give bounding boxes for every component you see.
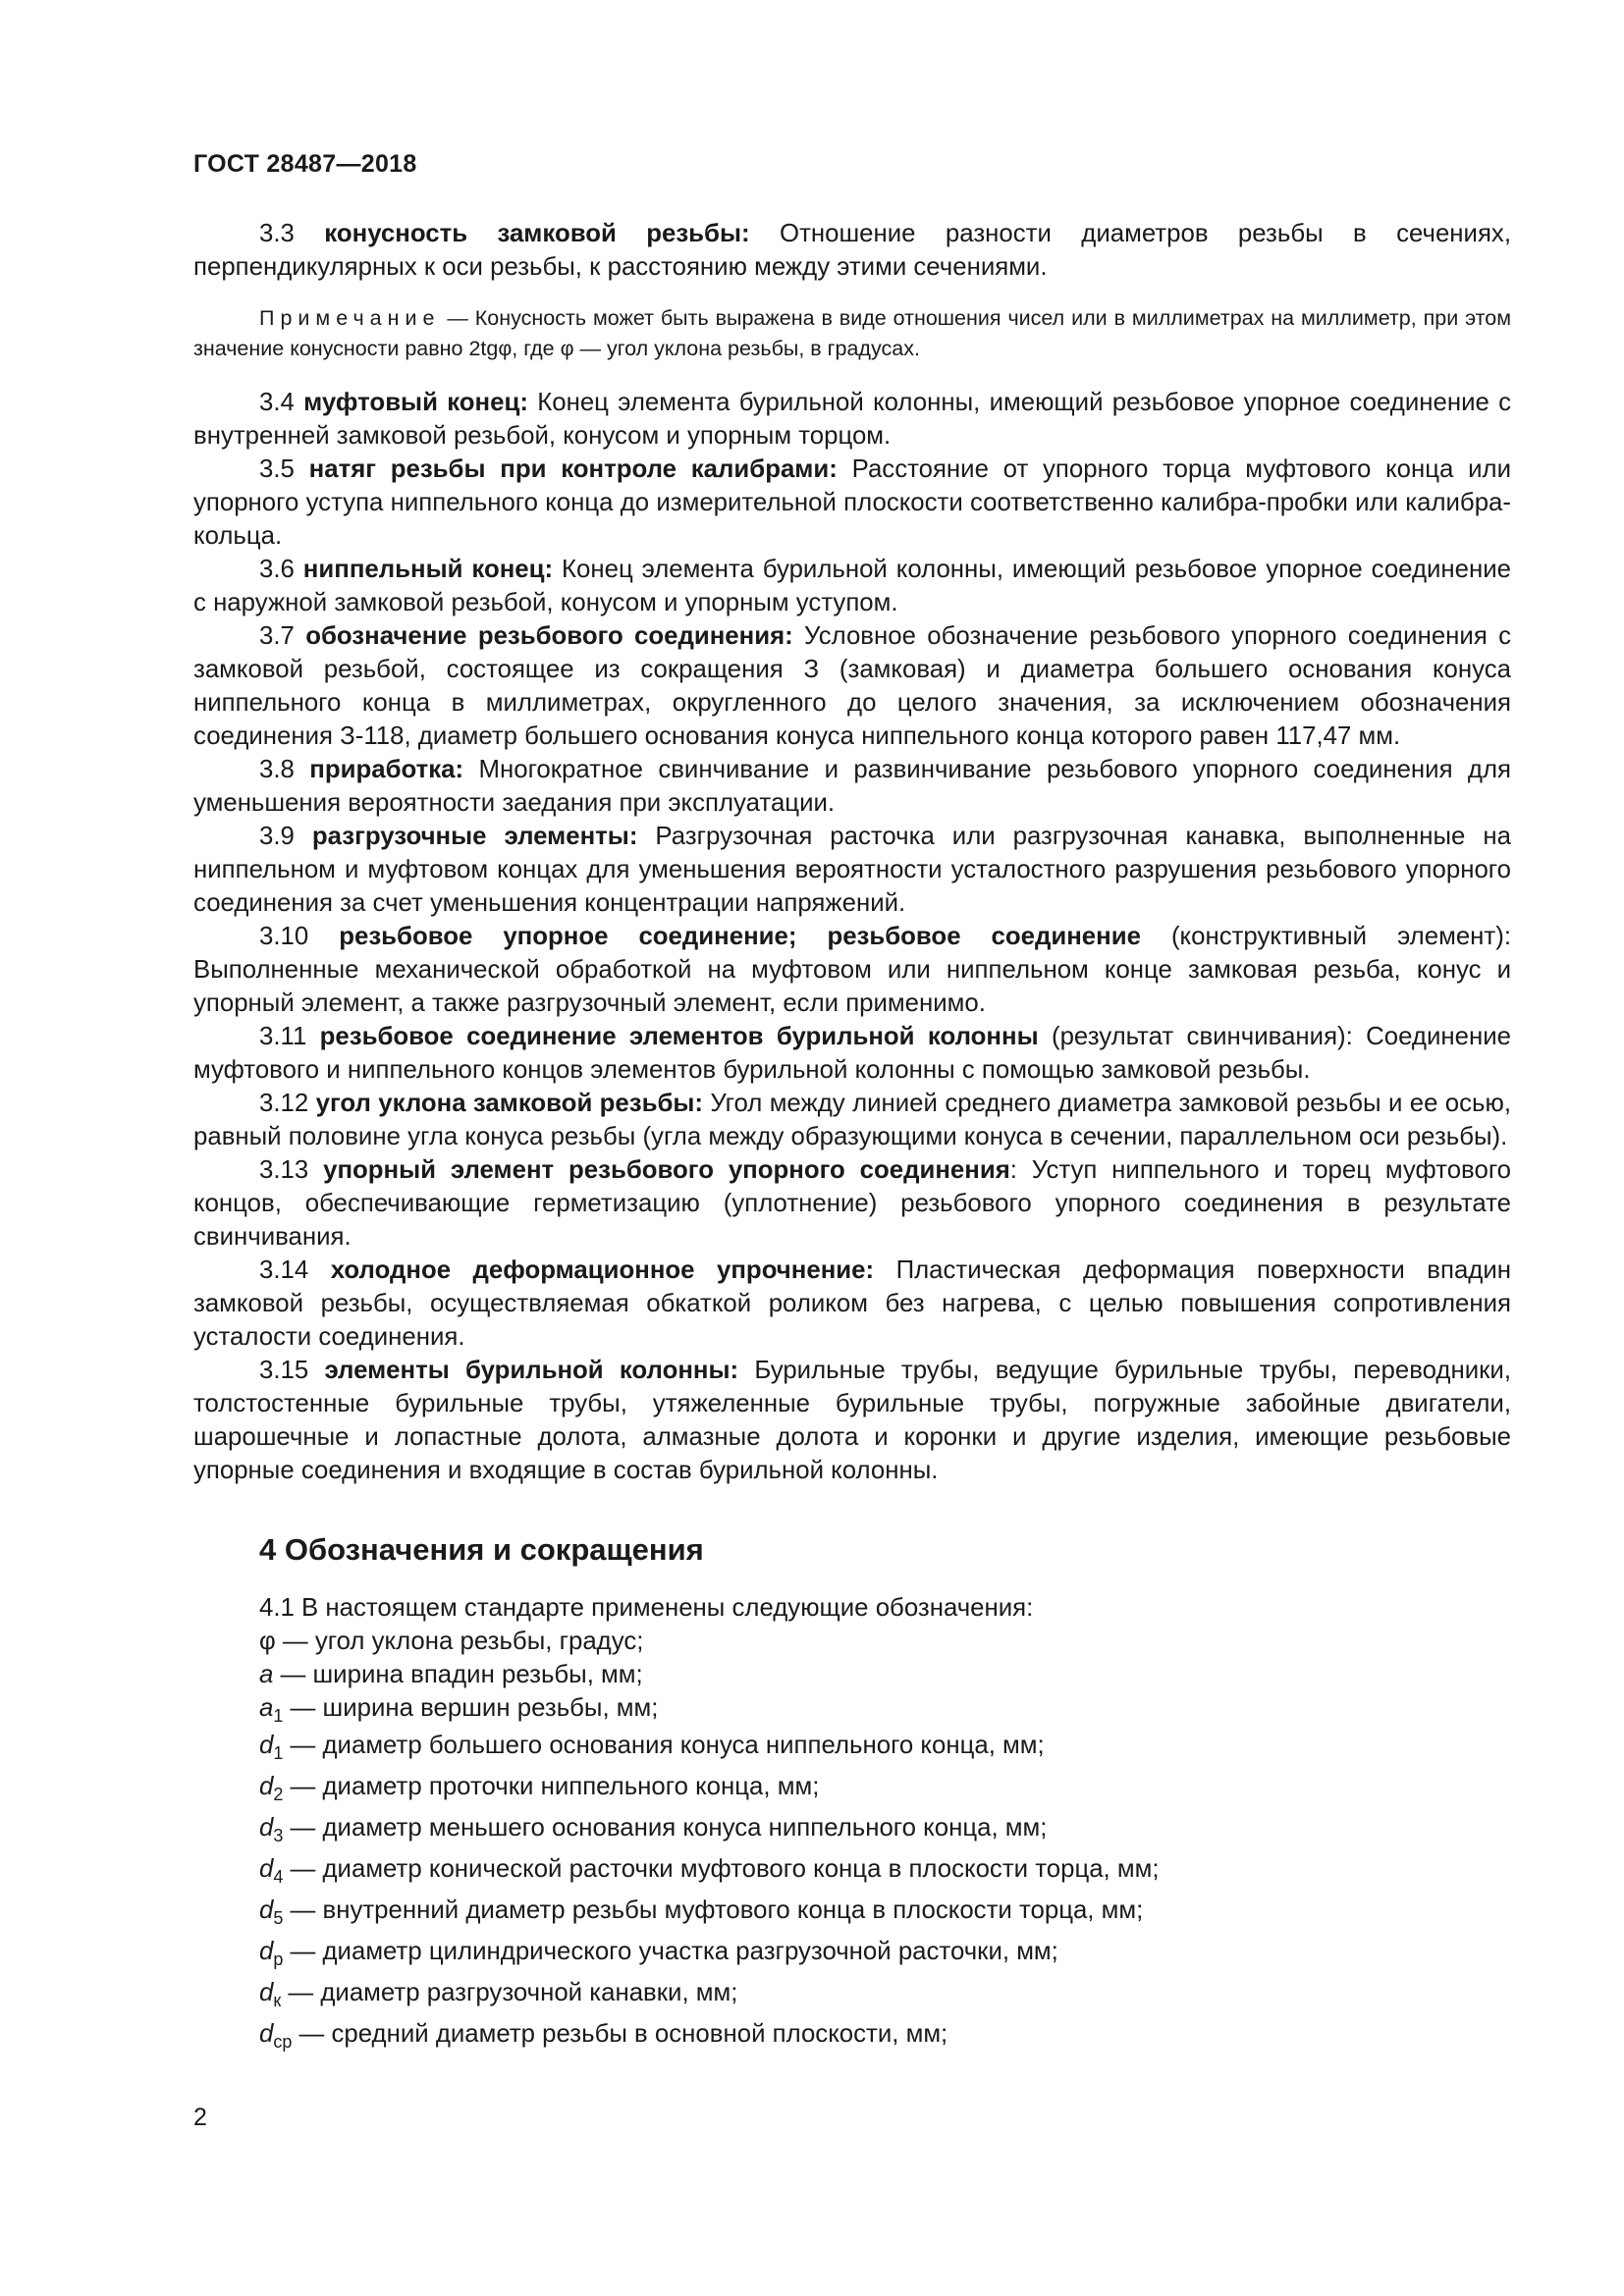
symbol-definition: — диаметр разгрузочной канавки, мм; [281,1979,738,2006]
term-number: 3.14 [259,1256,309,1284]
symbol: d [259,2020,274,2048]
document-header: ГОСТ 28487—2018 [193,150,417,178]
symbol-d1 [259,1725,1511,1766]
term-3-13 [193,1153,1511,1254]
symbol-subscript: 4 [273,1867,284,1887]
term-definition: Конец элемента бурильной колонны, имеющий резьбовое упорное соединение с внутренней замковой резьбой, конусом и упорным торцом. [193,389,1512,450]
term-title: разгрузочные элементы: [311,823,638,850]
symbol: d [259,1896,274,1924]
term-3-11 [193,1020,1511,1087]
symbol-subscript: к [273,1991,282,2010]
symbol-d5 [259,1890,1511,1931]
symbol: φ [259,1628,276,1655]
symbol-phi [259,1625,1511,1658]
symbol-definition: — диаметр большего основания конуса ниппельного конца, мм; [283,1732,1045,1759]
symbol: d [259,1773,274,1800]
term-number: 3.11 [259,1023,307,1050]
symbol-subscript: 3 [273,1826,284,1845]
term-number: 3.10 [259,923,309,950]
symbol: d [259,1732,274,1759]
symbol-subscript: 1 [273,1743,284,1763]
term-number: 3.12 [259,1090,309,1117]
term-number: 3.7 [259,622,295,650]
symbol-definition: — ширина вершин резьбы, мм; [283,1694,659,1722]
symbol-definition: — диаметр проточки ниппельного конца, мм; [283,1773,820,1800]
term-number: 3.6 [259,556,295,583]
term-number: 3.15 [259,1357,309,1384]
term-title: натяг резьбы при контроле калибрами: [308,455,838,483]
term-3-4 [193,386,1511,453]
symbol-subscript: р [273,1949,284,1969]
term-definition: (конструктивный элемент): Выполненные механической обработкой на муфтовом или ниппельном конце замковая резьба, конус и упорный элемент, а также разгрузочный элемент, если применимо. [193,923,1511,1017]
symbol: a [259,1661,274,1688]
note-text: — Конусность может быть выражена в виде отношения чисел или в миллиметрах на миллиметр, при этом значение конусности равно 2tgφ, где φ — угол уклона резьбы, в градусах. [193,306,1511,360]
symbol-definition: — внутренний диаметр резьбы муфтового конца в плоскости торца, мм; [283,1896,1144,1924]
term-definition: Отношение разности диаметров резьбы в сечениях, перпендикулярных к оси резьбы, к расстоянию между этими сечениями. [193,220,1511,281]
term-title: резьбовое соединение элементов бурильной колонны [319,1023,1039,1050]
symbol: a [259,1694,274,1722]
term-definition: Пластическая деформация поверхности впадин замковой резьбы, осуществляемая обкаткой роликом без нагрева, с целью повышения сопротивления усталости соединения. [193,1256,1512,1351]
symbol-definition: — диаметр конической расточки муфтового конца в плоскости торца, мм; [283,1855,1160,1883]
term-3-3 [193,217,1511,284]
term-title: конусность замковой резьбы: [324,220,750,247]
term-number: 3.5 [259,455,295,483]
note [193,303,1511,364]
symbol-definition: — диаметр меньшего основания конуса ниппельного конца, мм; [283,1814,1048,1842]
term-definition: Расстояние от упорного торца муфтового конца или упорного уступа ниппельного конца до измерительной плоскости соответственно калибра-пробки или калибра-кольца. [193,455,1511,550]
symbol: d [259,1814,274,1842]
term-definition: Бурильные трубы, ведущие бурильные трубы, переводники, толстостенные бурильные трубы, утяжеленные бурильные трубы, погружные забойные двигатели, шарошечные и лопастные долота, алмазные долота и коронки и другие изделия, имеющие резьбовые упорные соединения и входящие в состав бурильной колонны. [193,1357,1511,1484]
term-3-15 [193,1354,1511,1487]
term-title: упорный элемент резьбового упорного соединения [323,1156,1010,1184]
term-number: 3.3 [259,220,295,247]
section-4-title: 4 Обозначения и сокращения [259,1532,704,1567]
term-definition: Условное обозначение резьбового упорного соединения с замковой резьбой, состоящее из сокращения З (замковая) и диаметра большего основания конуса ниппельного конца в миллиметрах, округленного до целого значения, за исключением обозначения соединения З-118, диаметр большего основания конуса ниппельного конца которого равен 117,47 мм. [193,622,1512,750]
term-title: элементы бурильной колонны: [324,1357,739,1384]
symbol-a [259,1658,1511,1691]
term-3-6 [193,553,1511,619]
symbol: d [259,1979,274,2006]
symbol-subscript: 5 [273,1908,284,1928]
term-title: угол уклона замковой резьбы: [315,1090,704,1117]
term-definition: Разгрузочная расточка или разгрузочная канавка, выполненные на ниппельном и муфтовом концах для уменьшения вероятности усталостного разрушения резьбового упорного соединения за счет уменьшения концентрации напряжений. [193,823,1511,917]
term-definition: : Уступ ниппельного и торец муфтового концов, обеспечивающие герметизацию (уплотнение) резьбового упорного соединения в результате свинчивания. [193,1156,1512,1251]
symbol-d4 [259,1848,1511,1890]
term-3-14 [193,1254,1511,1354]
term-title: холодное деформационное упрочнение: [330,1256,875,1284]
document-body [193,217,1511,2055]
symbol-dp [259,1931,1511,1972]
term-3-7 [193,619,1511,753]
symbol-definition: — средний диаметр резьбы в основной плоскости, мм; [292,2020,948,2048]
term-definition: Конец элемента бурильной колонны, имеющий резьбовое упорное соединение с наружной замковой резьбой, конусом и упорным уступом. [193,556,1512,616]
symbol-dk [259,1972,1511,2013]
term-3-8 [193,753,1511,820]
term-number: 3.13 [259,1156,309,1184]
term-title: приработка: [309,756,464,783]
note-label: Примечание [259,306,441,330]
term-3-10 [193,920,1511,1020]
symbol-definition: — диаметр цилиндрического участка разгрузочной расточки, мм; [283,1938,1058,1965]
symbol-subscript: 1 [273,1706,284,1726]
symbol-a1 [259,1691,1511,1725]
term-definition: Угол между линией среднего диаметра замковой резьбы и ее осью, равный половине угла конуса резьбы (угла между образующими конуса в сечении, параллельном оси резьбы). [193,1090,1512,1150]
symbol-definition: — ширина впадин резьбы, мм; [273,1661,643,1688]
term-number: 3.8 [259,756,295,783]
symbol-dsr [259,2013,1511,2055]
symbol-subscript: 2 [273,1785,284,1804]
symbol-d3 [259,1807,1511,1848]
symbol-subscript: ср [273,2032,293,2052]
term-3-12 [193,1087,1511,1153]
symbol: d [259,1855,274,1883]
term-title: ниппельный конец: [302,556,554,583]
term-definition: (результат свинчивания): Соединение муфтового и ниппельного концов элементов бурильной колонны с помощью замковой резьбы. [193,1023,1511,1084]
term-3-5 [193,453,1511,553]
term-title: муфтовый конец: [303,389,528,416]
term-number: 3.9 [259,823,295,850]
term-definition: Многократное свинчивание и развинчивание резьбового упорного соединения для уменьшения вероятности заедания при эксплуатации. [193,756,1511,817]
symbol-definition: — угол уклона резьбы, градус; [275,1628,644,1655]
symbol-d2 [259,1766,1511,1807]
term-3-9 [193,820,1511,920]
symbol: d [259,1938,274,1965]
term-title: обозначение резьбового соединения: [305,622,793,650]
page-number: 2 [193,2104,207,2131]
section-4-intro: 4.1 В настоящем стандарте применены следующие обозначения: [259,1594,1034,1622]
term-title: резьбовое упорное соединение; резьбовое соединение [339,923,1141,950]
term-number: 3.4 [259,389,295,416]
